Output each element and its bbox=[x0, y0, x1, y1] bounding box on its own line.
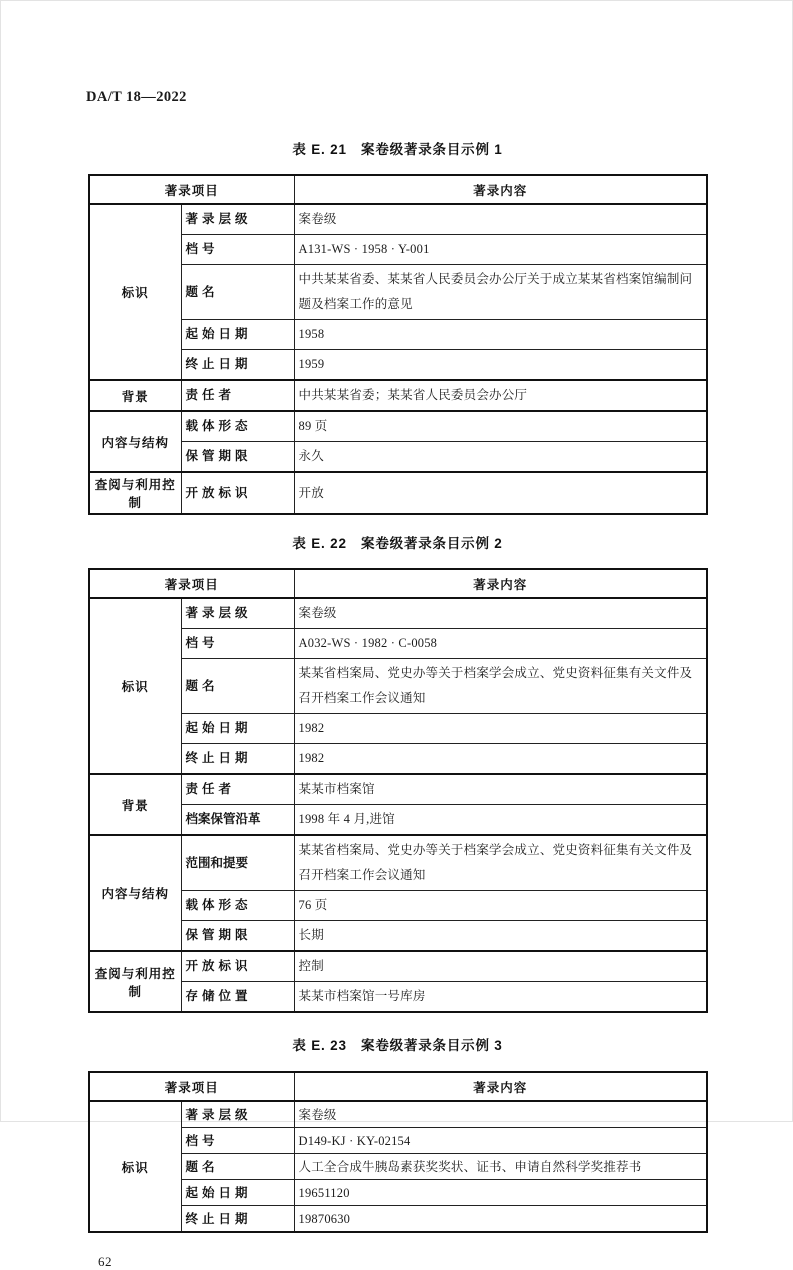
col-header-content: 著录内容 bbox=[294, 1072, 707, 1101]
table-row bbox=[89, 891, 707, 921]
table-row bbox=[89, 1101, 707, 1128]
item-label: 开放标识 bbox=[185, 485, 252, 500]
table-row bbox=[89, 1128, 707, 1154]
group-cell: 背景 bbox=[89, 774, 181, 835]
item-label-cell bbox=[181, 235, 294, 265]
table-row bbox=[89, 320, 707, 350]
item-label: 终止日期 bbox=[185, 751, 252, 765]
item-label: 档号 bbox=[185, 242, 219, 256]
content-cell: 1959 bbox=[294, 350, 707, 381]
item-label-cell bbox=[181, 1206, 294, 1233]
table-row bbox=[89, 744, 707, 775]
document-code: DA/T 18—2022 bbox=[86, 89, 187, 105]
item-label: 终止日期 bbox=[185, 1211, 252, 1226]
table-row bbox=[89, 235, 707, 265]
group-cell: 查阅与利用控制 bbox=[89, 472, 181, 514]
content-cell: A032-WS · 1982 · C-0058 bbox=[294, 629, 707, 659]
item-label-cell bbox=[181, 1180, 294, 1206]
item-label: 责任者 bbox=[185, 782, 236, 796]
item-label-cell bbox=[181, 951, 294, 982]
header-row bbox=[89, 1072, 707, 1101]
table-row bbox=[89, 805, 707, 836]
group-cell: 标识 bbox=[89, 204, 181, 380]
content-cell: 某某市档案馆 bbox=[294, 774, 707, 805]
content-cell: 76 页 bbox=[294, 891, 707, 921]
content-cell: 1998 年 4 月,进馆 bbox=[294, 805, 707, 836]
content-cell: 1958 bbox=[294, 320, 707, 350]
table-row bbox=[89, 598, 707, 629]
item-label: 题名 bbox=[185, 678, 219, 693]
content-cell: 中共某某省委；某某省人民委员会办公厅 bbox=[294, 380, 707, 411]
group-cell: 内容与结构 bbox=[89, 835, 181, 951]
content-cell: 19870630 bbox=[294, 1206, 707, 1233]
item-label: 责任者 bbox=[185, 388, 236, 402]
item-label-cell bbox=[181, 380, 294, 411]
item-label-cell bbox=[181, 835, 294, 891]
table-row bbox=[89, 659, 707, 714]
table-row bbox=[89, 204, 707, 235]
table-row bbox=[89, 472, 707, 514]
content-cell: 永久 bbox=[294, 442, 707, 473]
page-content bbox=[88, 1, 707, 1270]
table-title: 表 E. 23 案卷级著录条目示例 3 bbox=[292, 1038, 503, 1053]
content-cell: 19651120 bbox=[294, 1180, 707, 1206]
table-row bbox=[89, 774, 707, 805]
table-row bbox=[89, 265, 707, 320]
item-label: 存储位置 bbox=[185, 989, 252, 1003]
group-cell: 查阅与利用控制 bbox=[89, 951, 181, 1012]
group-cell: 背景 bbox=[89, 380, 181, 411]
group-cell: 标识 bbox=[89, 1101, 181, 1232]
item-label-cell bbox=[181, 1101, 294, 1128]
item-label: 著录层级 bbox=[185, 212, 252, 226]
content-cell: A131-WS · 1958 · Y-001 bbox=[294, 235, 707, 265]
item-label-cell bbox=[181, 805, 294, 836]
table-title: 表 E. 21 案卷级著录条目示例 1 bbox=[292, 142, 503, 157]
col-header-item: 著录项目 bbox=[89, 175, 294, 204]
item-label-cell bbox=[181, 659, 294, 714]
item-label-cell bbox=[181, 598, 294, 629]
item-label: 载体形态 bbox=[185, 898, 252, 912]
content-cell: 长期 bbox=[294, 921, 707, 952]
table-row bbox=[89, 350, 707, 381]
table-row bbox=[89, 380, 707, 411]
content-cell: 案卷级 bbox=[294, 598, 707, 629]
item-label-cell bbox=[181, 411, 294, 442]
table-row bbox=[89, 921, 707, 952]
content-cell: 1982 bbox=[294, 714, 707, 744]
item-label-cell bbox=[181, 442, 294, 473]
content-cell: 某某省档案局、党史办等关于档案学会成立、党史资料征集有关文件及召开档案工作会议通知 bbox=[294, 835, 707, 891]
content-cell: 案卷级 bbox=[294, 204, 707, 235]
table-row bbox=[89, 982, 707, 1013]
item-label: 著录层级 bbox=[185, 1107, 252, 1122]
item-label-cell bbox=[181, 320, 294, 350]
header-row bbox=[89, 569, 707, 598]
group-cell: 内容与结构 bbox=[89, 411, 181, 472]
content-cell: 人工全合成牛胰岛素获奖奖状、证书、申请自然科学奖推荐书 bbox=[294, 1154, 707, 1180]
item-label-cell bbox=[181, 891, 294, 921]
table-row bbox=[89, 714, 707, 744]
item-label: 档案保管沿革 bbox=[185, 812, 261, 826]
item-label: 保管期限 bbox=[185, 449, 252, 463]
item-label-cell bbox=[181, 472, 294, 514]
item-label: 开放标识 bbox=[185, 959, 252, 973]
col-header-item: 著录项目 bbox=[89, 569, 294, 598]
item-label-cell bbox=[181, 204, 294, 235]
item-label: 档号 bbox=[185, 1133, 219, 1148]
item-label: 载体形态 bbox=[185, 419, 252, 433]
item-label: 题名 bbox=[185, 284, 219, 299]
item-label-cell bbox=[181, 350, 294, 381]
item-label: 保管期限 bbox=[185, 928, 252, 942]
content-cell: 某某省档案局、党史办等关于档案学会成立、党史资料征集有关文件及召开档案工作会议通知 bbox=[294, 659, 707, 714]
item-label-cell bbox=[181, 982, 294, 1013]
content-cell: 1982 bbox=[294, 744, 707, 775]
item-label-cell bbox=[181, 1128, 294, 1154]
content-cell: D149-KJ · KY-02154 bbox=[294, 1128, 707, 1154]
item-label-cell bbox=[181, 714, 294, 744]
item-label: 题名 bbox=[185, 1159, 219, 1174]
item-label: 著录层级 bbox=[185, 606, 252, 620]
item-label: 范围和提要 bbox=[185, 855, 249, 870]
table-row bbox=[89, 951, 707, 982]
table-row bbox=[89, 1180, 707, 1206]
item-label-cell bbox=[181, 265, 294, 320]
content-cell: 案卷级 bbox=[294, 1101, 707, 1128]
tables-area bbox=[88, 138, 707, 1233]
page-number: 62 bbox=[98, 1254, 112, 1269]
content-cell: 控制 bbox=[294, 951, 707, 982]
item-label-cell bbox=[181, 921, 294, 952]
item-label-cell bbox=[181, 1154, 294, 1180]
item-label: 起始日期 bbox=[185, 721, 252, 735]
content-cell: 89 页 bbox=[294, 411, 707, 442]
item-label: 起始日期 bbox=[185, 327, 252, 341]
table-row bbox=[89, 1154, 707, 1180]
item-label-cell bbox=[181, 629, 294, 659]
content-cell: 某某市档案馆一号库房 bbox=[294, 982, 707, 1013]
description-table-3 bbox=[88, 1071, 708, 1233]
content-cell: 开放 bbox=[294, 472, 707, 514]
item-label-cell bbox=[181, 744, 294, 775]
table-row bbox=[89, 1206, 707, 1233]
item-label: 档号 bbox=[185, 636, 219, 650]
header-row bbox=[89, 175, 707, 204]
table-row bbox=[89, 442, 707, 473]
content-cell: 中共某某省委、某某省人民委员会办公厅关于成立某某省档案馆编制问题及档案工作的意见 bbox=[294, 265, 707, 320]
group-cell: 标识 bbox=[89, 598, 181, 774]
description-table-2 bbox=[88, 568, 708, 1013]
table-title: 表 E. 22 案卷级著录条目示例 2 bbox=[292, 536, 503, 551]
item-label: 终止日期 bbox=[185, 357, 252, 371]
table-row bbox=[89, 629, 707, 659]
col-header-item: 著录项目 bbox=[89, 1072, 294, 1101]
table-row bbox=[89, 411, 707, 442]
item-label-cell bbox=[181, 774, 294, 805]
col-header-content: 著录内容 bbox=[294, 569, 707, 598]
item-label: 起始日期 bbox=[185, 1185, 252, 1200]
table-row bbox=[89, 835, 707, 891]
description-table-1 bbox=[88, 174, 708, 515]
col-header-content: 著录内容 bbox=[294, 175, 707, 204]
